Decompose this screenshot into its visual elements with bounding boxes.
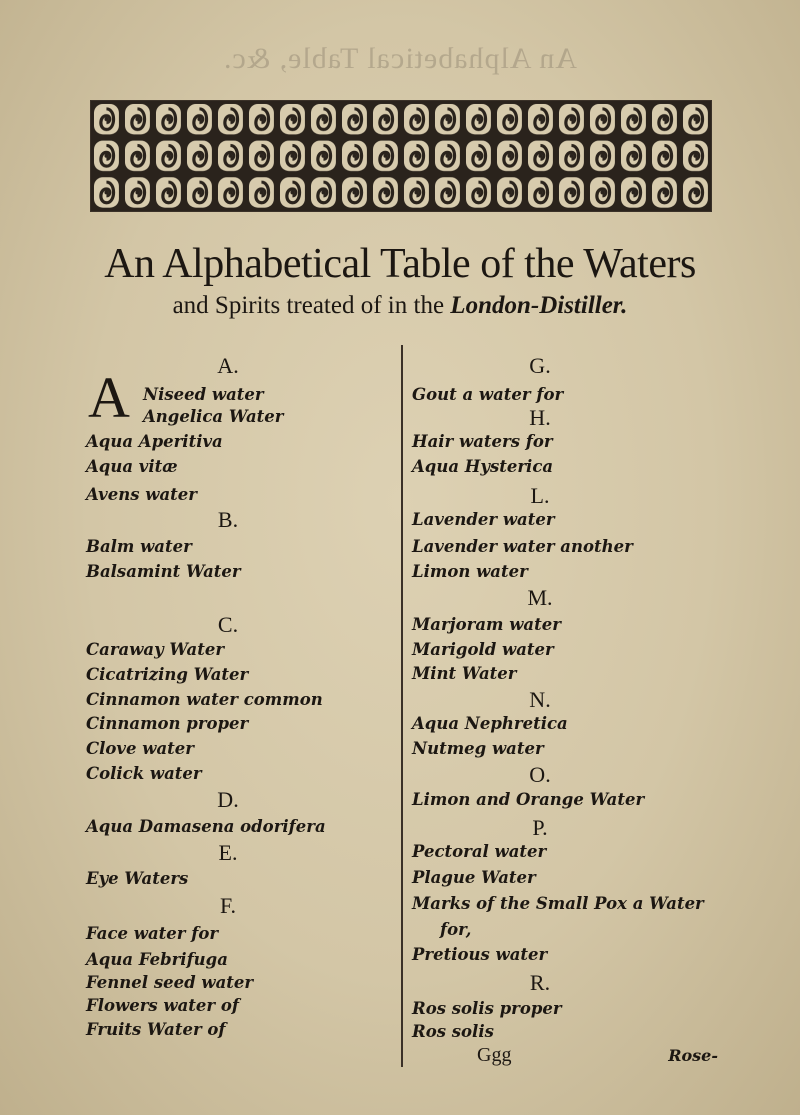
index-entry-name: Avens water (86, 485, 197, 504)
index-entry-name: Fruits Water of (86, 1020, 226, 1039)
index-entry-name: Mint Water (412, 664, 517, 683)
index-entry-name: Marjoram water (412, 615, 561, 634)
subtitle-prefix: and Spirits treated of in the (172, 292, 445, 319)
index-entry-name: Limon water (412, 562, 528, 581)
index-entry-name: Colick water (86, 764, 202, 783)
section-letter: B. (217, 507, 239, 532)
index-entry-name: Fennel seed water (86, 973, 254, 992)
index-entry-name: Balsamint Water (86, 562, 241, 581)
index-entry-name: Limon and Orange Water (412, 790, 645, 809)
signature-mark: Ggg (477, 1044, 512, 1066)
section-letter: F. (220, 893, 236, 918)
section-letter: D. (217, 787, 239, 812)
index-entry-name: Nutmeg water (412, 739, 544, 758)
index-entry-name: Eye Waters (86, 869, 189, 888)
index-entry-name: Aqua Hysterica (412, 457, 554, 476)
bleed-through-text: An Alphabetical Table, &c. (222, 42, 578, 75)
section-letter: M. (527, 585, 553, 610)
index-entry-name: Lavender water (412, 510, 555, 529)
index-entry-name: Hair waters for (412, 432, 553, 451)
page-subtitle (0, 292, 800, 320)
index-entry-name: Aqua Nephretica (412, 714, 568, 733)
index-entry-name: Aqua Damasena odorifera (86, 817, 326, 836)
drop-cap: A (88, 365, 130, 430)
index-entry-name: Flowers water of (86, 996, 239, 1015)
index-entry-name: Pretious water (412, 945, 548, 964)
index-entry-name: Cinnamon proper (86, 714, 249, 733)
index-entry-name: Balm water (86, 537, 192, 556)
index-entry-name: Angelica Water (143, 407, 284, 426)
index-entry-name: Cicatrizing Water (86, 665, 249, 684)
column-divider (401, 345, 403, 1067)
section-letter: N. (529, 687, 551, 712)
index-entry-name: Niseed water (143, 385, 264, 404)
index-entry-name: Aqua vitæ (86, 457, 178, 476)
index-entry-name: Ros solis (412, 1022, 494, 1041)
index-entry-name: Lavender water another (412, 537, 633, 556)
section-letter: C. (217, 612, 239, 637)
section-letter: E. (218, 840, 238, 865)
catchword: Rose- (668, 1046, 718, 1065)
index-entry-name: Ros solis proper (412, 999, 562, 1018)
index-entry-name: Marks of the Small Pox a Water (412, 894, 704, 913)
section-letter: G. (529, 353, 551, 378)
subtitle-book-title: London-Distiller. (450, 292, 628, 319)
index-entry-name: Face water for (86, 924, 219, 943)
section-letter: O. (529, 762, 551, 787)
index-entry-name: Aqua Febrifuga (86, 950, 228, 969)
page-title: An Alphabetical Table of the Waters (104, 241, 696, 287)
section-letter: H. (529, 405, 551, 430)
section-letter: L. (530, 483, 550, 508)
woodcut-headpiece (90, 100, 712, 212)
index-entry-name: Marigold water (412, 640, 554, 659)
index-entry-name: Plague Water (412, 868, 536, 887)
section-letter: R. (529, 970, 551, 995)
index-entry-name: Clove water (86, 739, 194, 758)
section-letter: A. (217, 353, 239, 378)
section-letter: P. (532, 815, 548, 840)
index-entry-name: Aqua Aperitiva (86, 432, 223, 451)
index-entry-name: Caraway Water (86, 640, 225, 659)
index-entry-name: Gout a water for (412, 385, 564, 404)
index-entry-name: for, (440, 920, 472, 939)
index-entry-name: Pectoral water (412, 842, 547, 861)
index-entry-name: Cinnamon water common (86, 690, 323, 709)
